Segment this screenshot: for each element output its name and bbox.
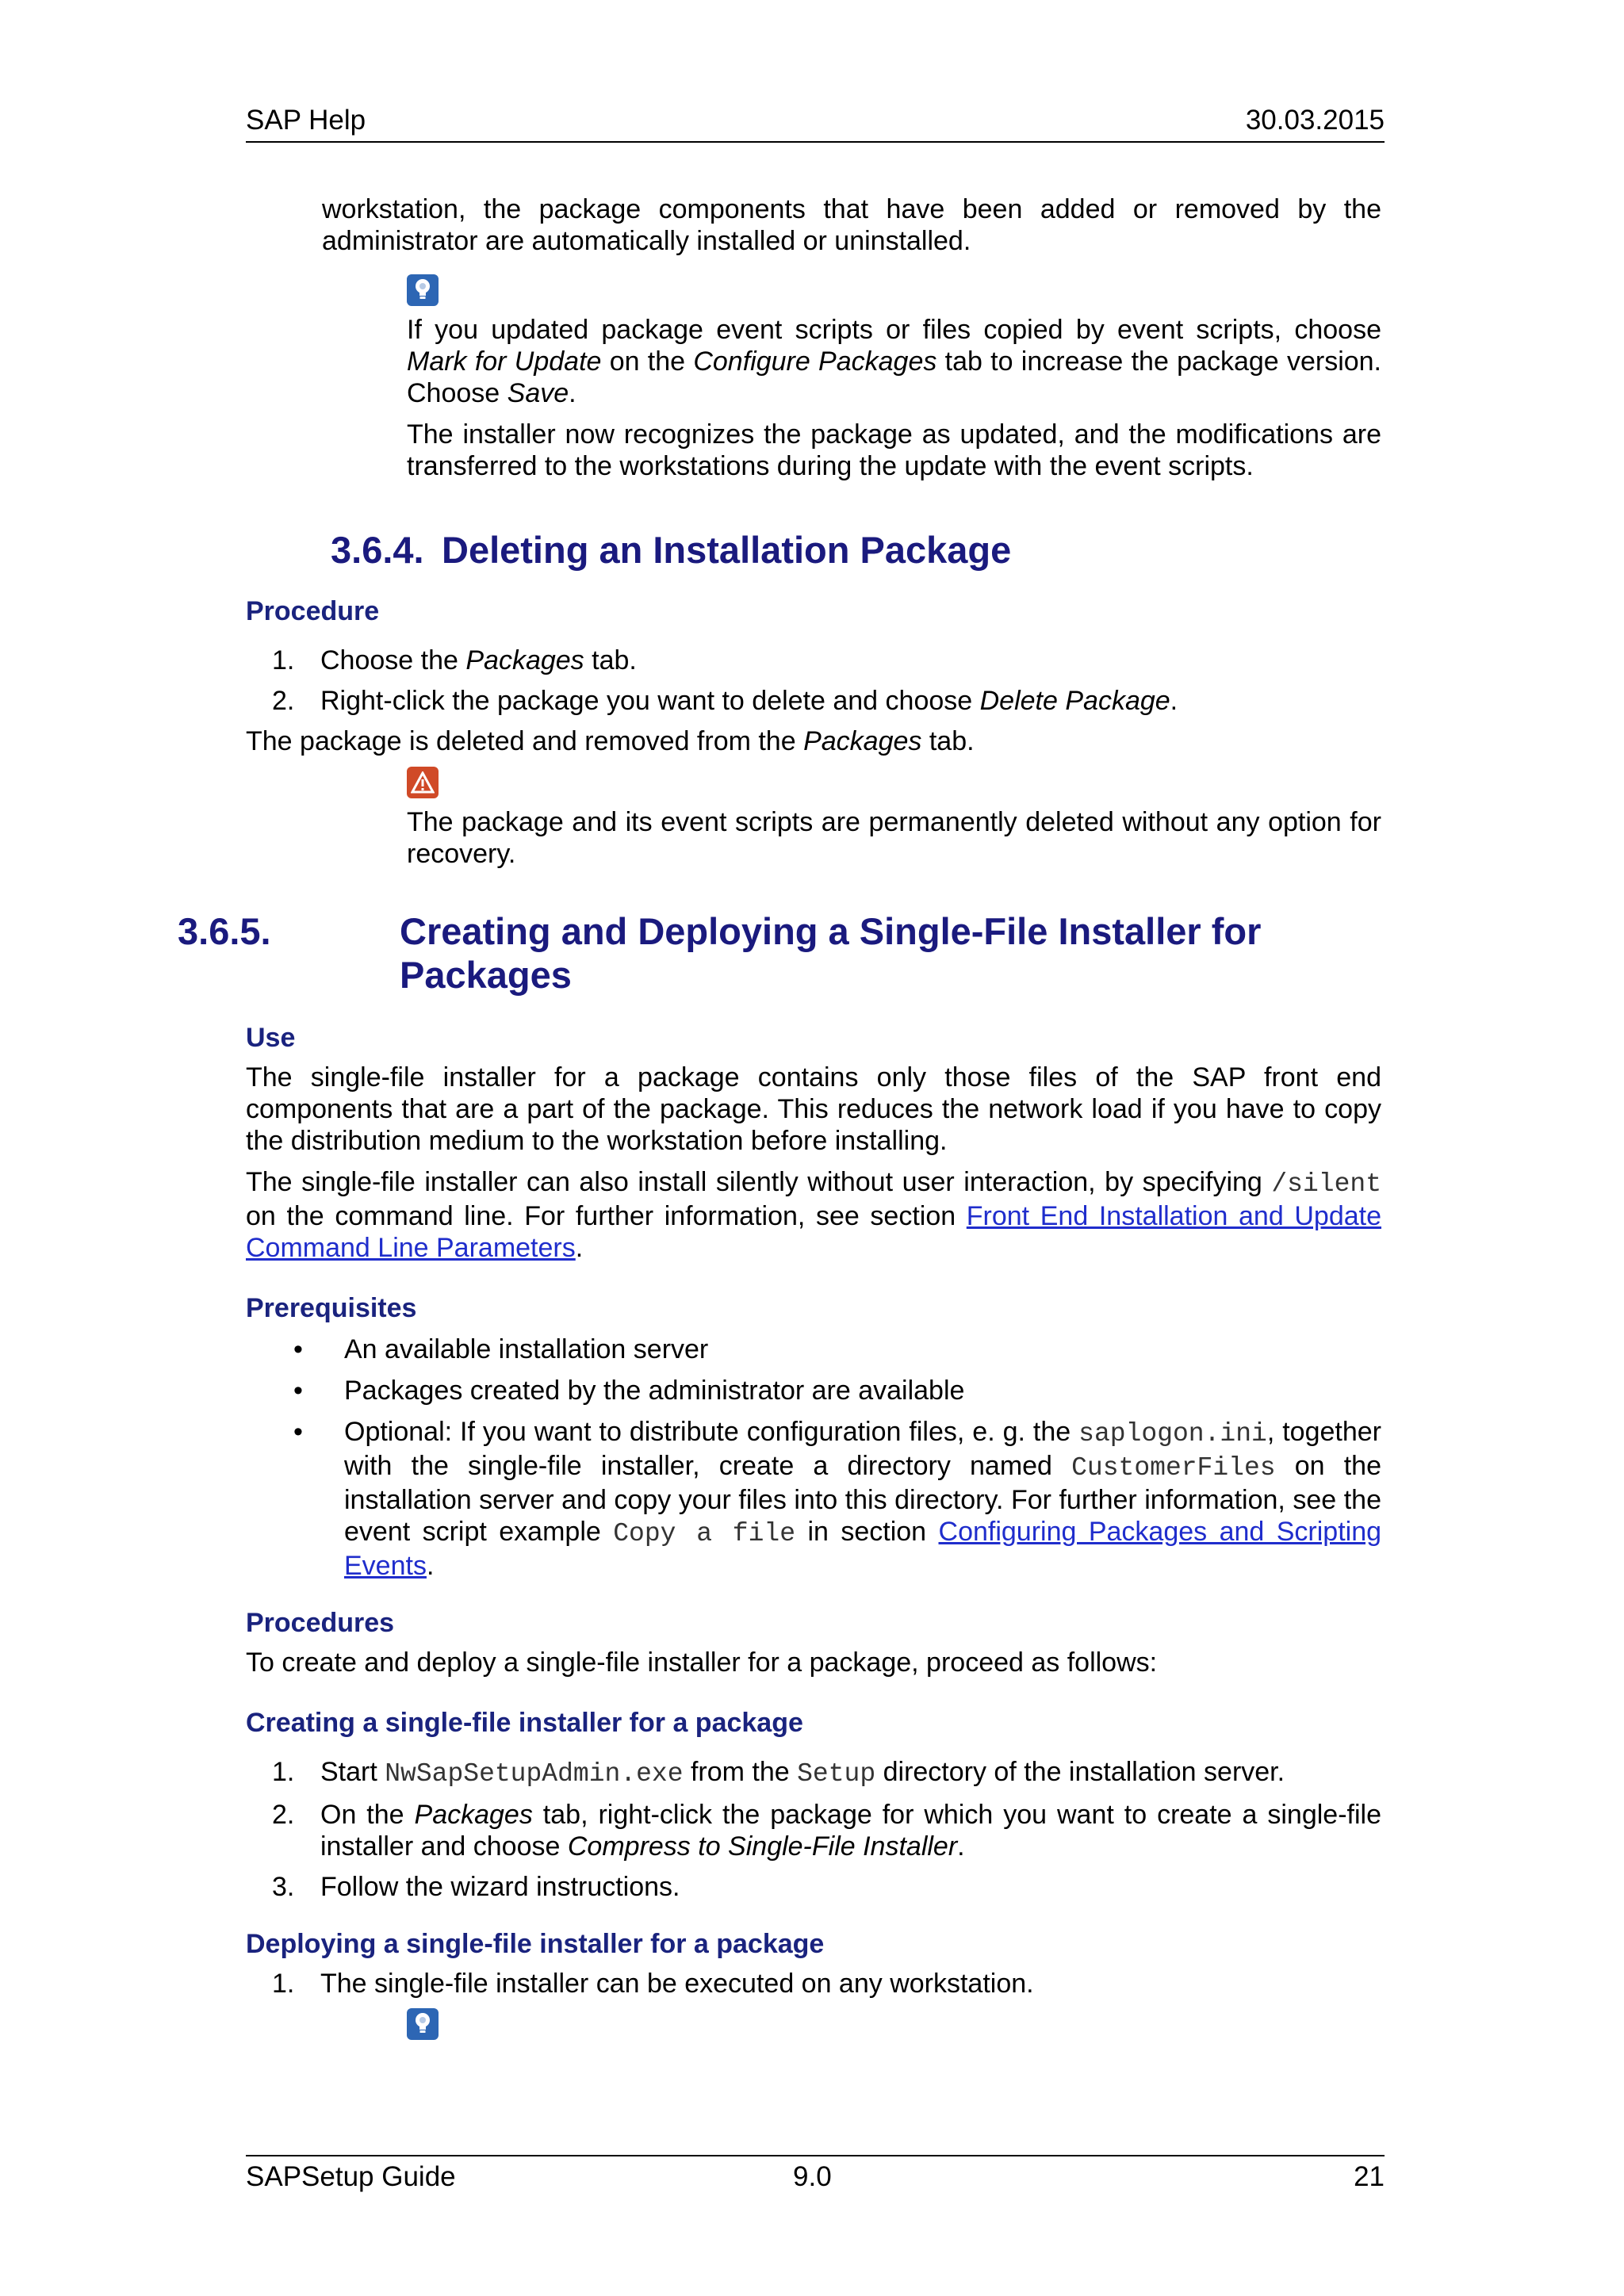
section-3-6-4-heading: 3.6.4. Deleting an Installation Package	[331, 529, 1012, 571]
page-footer	[246, 2155, 1385, 2201]
list-item: 1. Choose the Packages tab.	[272, 645, 637, 675]
list-item: 3. Follow the wizard instructions.	[272, 1872, 680, 1902]
page-header	[246, 103, 1385, 143]
list-item: 1. The single-file installer can be executed on any workstation.	[272, 1969, 1034, 1999]
warning-text: The package and its event scripts are permanently deleted without any option for recovery.	[407, 807, 1381, 869]
use-paragraph-2: The single-file installer can also install silently without user interaction, by specifying /silent on the command line. For further information, see section Front End Installation and Update Command Line Parameters.	[246, 1167, 1382, 1263]
deploy-steps	[246, 1968, 1381, 1999]
intro-paragraph: workstation, the package components that have been added or removed by the administrator are automatically installed or uninstalled.	[322, 194, 1381, 256]
prerequisites-list	[246, 1334, 1381, 1582]
delete-result: The package is deleted and removed from the Packages tab.	[246, 726, 975, 756]
list-item: • An available installation server	[293, 1334, 709, 1364]
footer-version: 9.0	[793, 2161, 832, 2192]
tip-followup: The installer now recognizes the package as updated, and the modifications are transferred to the workstations during the update with the event scripts.	[407, 419, 1381, 481]
use-paragraph-1: The single-file installer for a package contains only those files of the SAP front end components that are a part of the package. This reduces the network load if you have to copy the distribution medium to the workstation before installing.	[246, 1062, 1381, 1156]
use-heading: Use	[246, 1023, 296, 1053]
lightbulb-icon	[407, 2008, 439, 2040]
deploying-heading: Deploying a single-file installer for a package	[246, 1929, 825, 1959]
procedures-intro: To create and deploy a single-file installer for a package, proceed as follows:	[246, 1647, 1158, 1678]
prerequisites-heading: Prerequisites	[246, 1293, 417, 1323]
delete-steps	[246, 645, 1381, 717]
footer-page-number: 21	[1354, 2161, 1385, 2192]
header-date: 30.03.2015	[1245, 105, 1385, 136]
list-item: 1. Start NwSapSetupAdmin.exe from the Setup directory of the installation server.	[272, 1757, 1285, 1789]
creating-heading: Creating a single-file installer for a package	[246, 1708, 803, 1738]
create-steps	[246, 1756, 1381, 1903]
procedure-heading: Procedure	[246, 596, 380, 626]
list-item: • Optional: If you want to distribute configuration files, e. g. the saplogon.ini, together with the single-file installer, create a directory named CustomerFiles on the installation server and copy your files into this directory. For further information, see the event script example Copy a file in section Configuring Packages and Scripting Events.	[293, 1417, 1382, 1581]
warning-triangle-icon	[407, 767, 439, 798]
procedures-heading: Procedures	[246, 1608, 395, 1638]
link-command-line-parameters[interactable]: Front End Installation and Update Command Line Parameters	[246, 1201, 1382, 1263]
header-title: SAP Help	[246, 105, 366, 136]
link-configuring-packages[interactable]: Configuring Packages and Scripting Events	[344, 1517, 1382, 1581]
section-3-6-5-heading: 3.6.5. Creating and Deploying a Single-File Installer for Packages	[178, 910, 1262, 996]
list-item: 2. On the Packages tab, right-click the package for which you want to create a single-file installer and choose Compress to Single-File Installer.	[272, 1800, 1381, 1862]
list-item: • Packages created by the administrator are available	[293, 1376, 965, 1406]
page-content	[178, 193, 1382, 2048]
footer-guide-name: SAPSetup Guide	[246, 2161, 456, 2192]
list-item: 2. Right-click the package you want to delete and choose Delete Package.	[272, 686, 1178, 716]
tip-text: If you updated package event scripts or files copied by event scripts, choose Mark for Update on the Configure Packages tab to increase the package version. Choose Save.	[407, 315, 1382, 408]
lightbulb-icon	[407, 274, 439, 306]
